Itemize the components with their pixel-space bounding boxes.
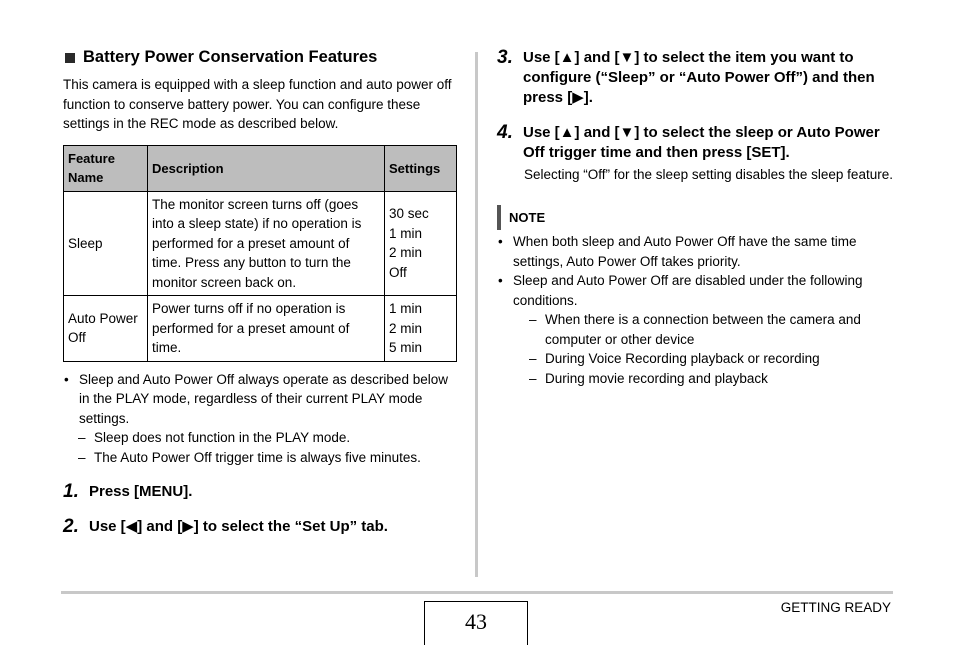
play-mode-notes	[63, 370, 457, 429]
list-item: – During Voice Recording playback or recording	[529, 349, 897, 369]
section-heading	[63, 48, 457, 67]
play-mode-sublist	[63, 428, 457, 468]
list-item: – The Auto Power Off trigger time is always five minutes.	[78, 448, 457, 468]
list-item	[497, 232, 897, 271]
table-header-row	[64, 145, 457, 191]
page-number: 43	[424, 601, 528, 645]
step-4	[497, 123, 897, 163]
step-text: Use [▲] and [▼] to select the item you want to configure (“Sleep” or “Auto Power Off”) and then press [▶].	[523, 49, 875, 106]
right-column	[497, 48, 897, 388]
note-text: When both sleep and Auto Power Off have the same time settings, Auto Power Off takes priority.	[513, 234, 857, 269]
step-text: Use [▲] and [▼] to select the sleep or Auto Power Off trigger time and then press [SET].	[523, 124, 880, 161]
setting-value: Off	[389, 264, 407, 280]
step-2	[63, 517, 457, 537]
column-divider	[475, 52, 478, 577]
bullet-text: Sleep and Auto Power Off always operate as described below in the PLAY mode, regardless of their current PLAY mode settings.	[79, 371, 448, 426]
step-number: 1.	[63, 481, 79, 502]
header-description: Description	[148, 145, 385, 191]
table-row	[64, 296, 457, 362]
settings-cell	[385, 296, 457, 362]
list-item	[63, 370, 457, 429]
step-1	[63, 482, 457, 502]
note-bullets	[497, 232, 897, 310]
intro-paragraph: This camera is equipped with a sleep function and auto power off function to conserve battery power. You can configure these settings in the REC mode as described below.	[63, 77, 452, 131]
setting-value: 1 min	[389, 225, 423, 241]
feature-cell: Sleep	[64, 191, 148, 296]
chapter-label: GETTING READY	[780, 600, 891, 615]
note-label: NOTE	[509, 210, 546, 225]
setting-value: 2 min	[389, 320, 423, 336]
setting-value: 30 sec	[389, 206, 429, 222]
note-sublist	[497, 310, 897, 388]
header-settings: Settings	[385, 145, 457, 191]
feature-cell: Auto Power Off	[64, 296, 148, 362]
setting-value: 1 min	[389, 301, 423, 316]
setting-value: 2 min	[389, 245, 423, 261]
step-number: 2.	[63, 516, 79, 537]
note-heading	[497, 205, 897, 230]
left-column	[63, 48, 457, 537]
note-list	[497, 232, 897, 388]
table-row	[64, 191, 457, 296]
step-text: Use [◀] and [▶] to select the “Set Up” tab.	[89, 518, 388, 535]
list-item: – During movie recording and playback	[529, 369, 897, 389]
note-text: Sleep and Auto Power Off are disabled under the following conditions.	[513, 273, 863, 308]
settings-cell	[385, 191, 457, 296]
list-item: – Sleep does not function in the PLAY mode.	[78, 428, 457, 448]
list-item	[497, 271, 897, 310]
section-title: Battery Power Conservation Features	[83, 48, 378, 66]
setting-value: 5 min	[389, 340, 423, 355]
step-number: 4.	[497, 122, 513, 143]
list-item: – When there is a connection between the camera and computer or other device	[529, 310, 897, 349]
settings-table	[63, 145, 457, 362]
note-bar-icon	[497, 205, 501, 230]
header-feature-name: Feature Name	[64, 145, 148, 191]
square-bullet-icon	[65, 53, 75, 63]
description-cell: The monitor screen turns off (goes into a sleep state) if no operation is performed for a preset amount of time. Press any button to turn the monitor screen back on.	[148, 191, 385, 296]
footer-rule	[61, 591, 893, 594]
step-3	[497, 48, 897, 108]
step-number: 3.	[497, 47, 513, 68]
step-4-detail: Selecting “Off” for the sleep setting disables the sleep feature.	[524, 167, 893, 182]
description-cell: Power turns off if no operation is performed for a preset amount of time.	[148, 296, 385, 362]
step-text: Press [MENU].	[89, 483, 193, 500]
